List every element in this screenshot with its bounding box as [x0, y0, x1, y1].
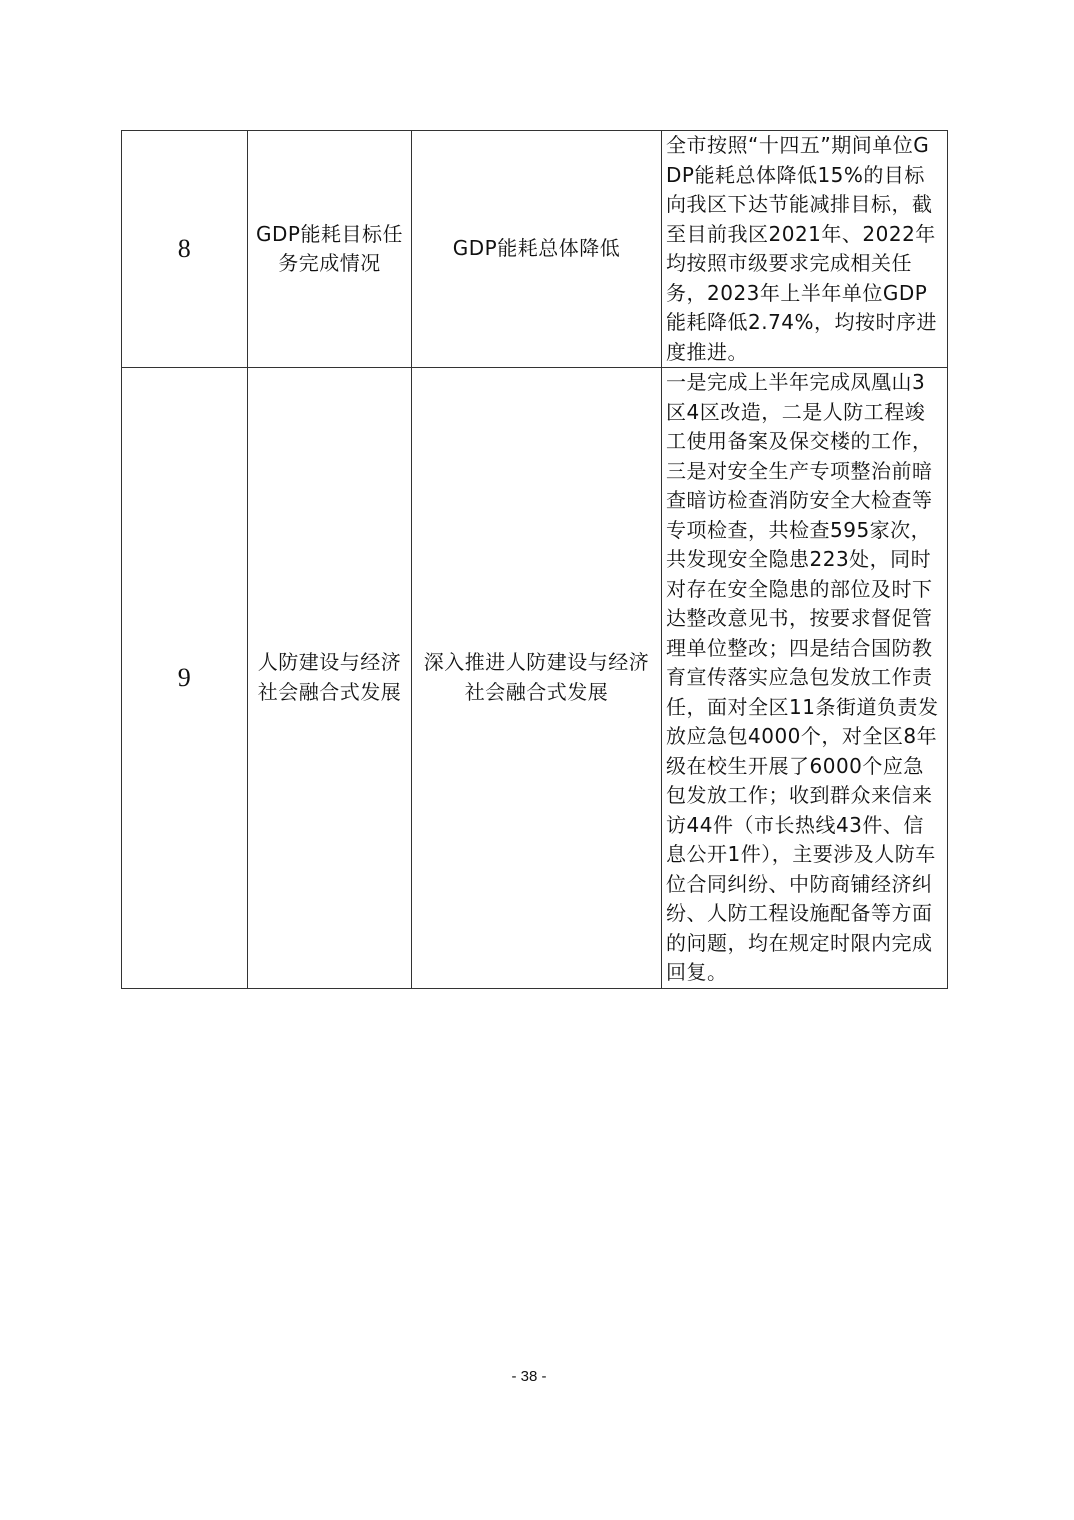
task-goal: GDP能耗总体降低: [412, 131, 662, 368]
task-goal: 深入推进人防建设与经济社会融合式发展: [412, 368, 662, 989]
task-progress: 全市按照“十四五”期间单位GDP能耗总体降低15%的目标向我区下达节能减排目标，截至目前我区2021年、2022年均按照市级要求完成相关任务，2023年上半年单位GDP能耗降低2.74%，均按时序进度推进。: [662, 131, 948, 368]
task-progress: 一是完成上半年完成凤凰山3区4区改造，二是人防工程竣工使用备案及保交楼的工作，三是对安全生产专项整治前暗查暗访检查消防安全大检查等专项检查，共检查595家次，共发现安全隐患223处，同时对存在安全隐患的部位及时下达整改意见书，按要求督促管理单位整改；四是结合国防教育宣传落实应急包发放工作责任，面对全区11条街道负责发放应急包4000个，对全区8年级在校生开展了6000个应急包发放工作；收到群众来信来访44件（市长热线43件、信息公开1件），主要涉及人防车位合同纠纷、中防商铺经济纠纷、人防工程设施配备等方面的问题，均在规定时限内完成回复。: [662, 368, 948, 989]
task-item: GDP能耗目标任务完成情况: [248, 131, 412, 368]
table-row: [122, 131, 948, 368]
table-row: [122, 368, 948, 989]
page-number: - 38 -: [511, 1368, 547, 1385]
row-number: 8: [122, 131, 248, 368]
row-number: 9: [122, 368, 248, 989]
report-table: [121, 130, 948, 989]
task-item: 人防建设与经济社会融合式发展: [248, 368, 412, 989]
